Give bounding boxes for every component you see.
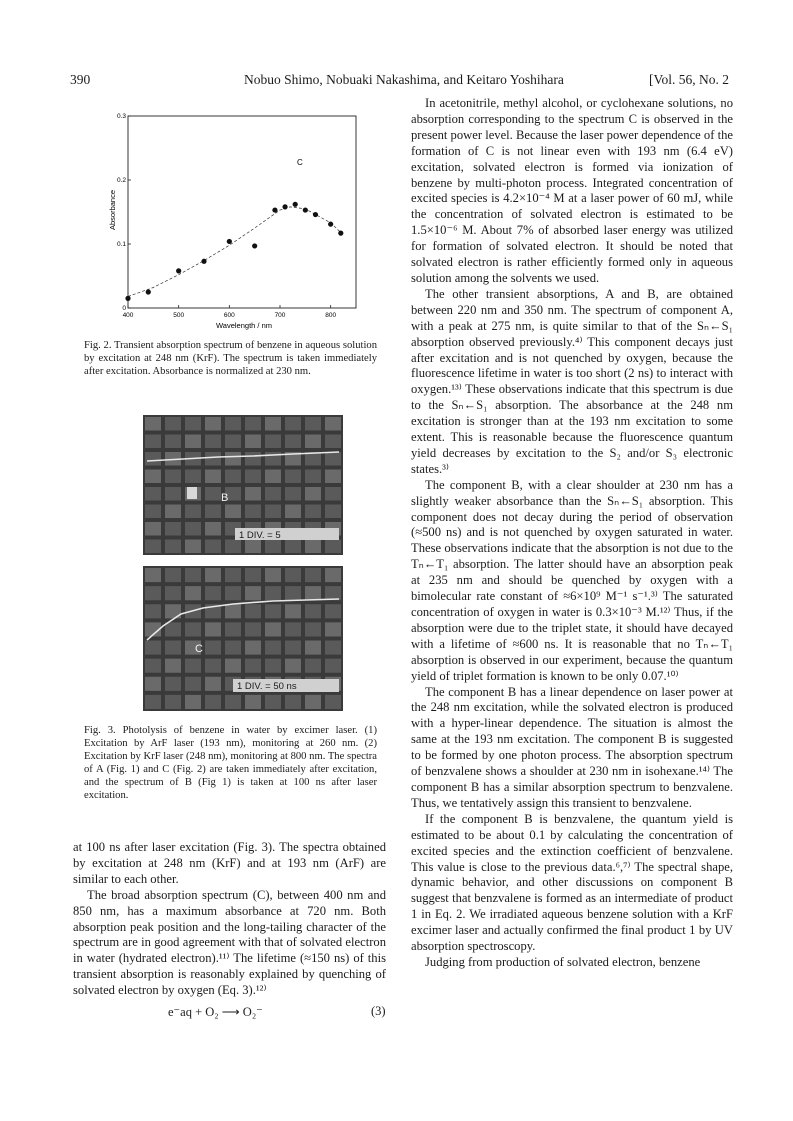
oscilloscope-grid-cell [185, 659, 201, 673]
oscilloscope-grid-cell [265, 568, 281, 582]
left-column-text [73, 840, 386, 999]
oscilloscope-grid-cell [265, 417, 281, 431]
oscilloscope-grid-cell [285, 604, 301, 618]
oscilloscope-grid-cell [245, 487, 261, 501]
fig2-data-point [272, 207, 277, 212]
oscilloscope-grid-cell [285, 470, 301, 484]
oscilloscope-grid-cell [245, 452, 261, 466]
oscilloscope-grid-cell [205, 540, 221, 554]
oscilloscope-grid-cell [325, 452, 341, 466]
oscilloscope-grid-cell [145, 522, 161, 536]
fig2-data-point [125, 296, 130, 301]
oscilloscope-grid-cell [265, 435, 281, 449]
oscilloscope-grid-cell [185, 470, 201, 484]
oscilloscope-grid-cell [145, 435, 161, 449]
oscilloscope-grid-cell [205, 586, 221, 600]
fig2-data-point [313, 212, 318, 217]
oscilloscope-grid-cell [305, 622, 321, 636]
fig2-x-tick-label: 700 [274, 312, 286, 319]
oscilloscope-grid-cell [265, 695, 281, 709]
oscilloscope-grid-cell [185, 568, 201, 582]
oscilloscope-grid-cell [165, 487, 181, 501]
oscilloscope-grid-cell [325, 695, 341, 709]
fig2-data-point [146, 289, 151, 294]
oscilloscope-grid-cell [245, 622, 261, 636]
oscilloscope-grid-cell [245, 641, 261, 655]
oscilloscope-grid-cell [265, 540, 281, 554]
fig2-y-tick-label: 0.3 [116, 113, 126, 120]
oscilloscope-grid-cell [145, 586, 161, 600]
fig2-fit-curve [128, 207, 341, 297]
fig2-data-point [293, 202, 298, 207]
oscilloscope-grid-cell [165, 522, 181, 536]
oscilloscope-grid-cell [305, 505, 321, 519]
oscilloscope-grid-cell [225, 568, 241, 582]
oscilloscope-grid-cell [185, 417, 201, 431]
oscilloscope-grid-cell [185, 435, 201, 449]
oscilloscope-grid-cell [325, 505, 341, 519]
oscilloscope-grid-cell [145, 540, 161, 554]
oscilloscope-grid-cell [145, 604, 161, 618]
oscilloscope-grid-cell [325, 659, 341, 673]
oscilloscope-grid-cell [305, 540, 321, 554]
fig2-data-point [252, 243, 257, 248]
oscilloscope-grid-cell [305, 586, 321, 600]
oscilloscope-grid-cell [145, 568, 161, 582]
fig3-panel2-scale: 1 DIV. = 50 ns [237, 681, 297, 692]
right-column-text [411, 96, 733, 971]
oscilloscope-grid-cell [285, 487, 301, 501]
oscilloscope-grid-cell [285, 641, 301, 655]
oscilloscope-grid-cell [225, 452, 241, 466]
oscilloscope-grid-cell [185, 695, 201, 709]
oscilloscope-grid-cell [205, 695, 221, 709]
oscilloscope-grid-cell [305, 641, 321, 655]
page-number: 390 [70, 72, 91, 87]
oscilloscope-grid-cell [245, 586, 261, 600]
oscilloscope-grid-cell [205, 487, 221, 501]
oscilloscope-grid-cell [225, 470, 241, 484]
fig2-plot-frame [128, 116, 356, 308]
oscilloscope-grid-cell [325, 470, 341, 484]
oscilloscope-grid-cell [325, 540, 341, 554]
oscilloscope-grid-cell [185, 505, 201, 519]
oscilloscope-grid-cell [325, 568, 341, 582]
right-paragraph-1: In acetonitrile, methyl alcohol, or cyclohexane solutions, no absorption corresponding to the spectrum C is observed in the present power level. Because the laser power dependence of the formation of C is not linear even with 193 nm (6.4 eV) excitation, solvated electron is formed via ionization of benzene by multi-photon process. Integrated concentration of excited species is 4.2×10⁻⁴ M at a laser power of 60 mJ, while the concentration of solvated electron is estimated to be 1.5×10⁻⁶ M. About 7% of absorbed laser energy was utilized for formation of solvated electron. It should be noted that solvated electron is rather efficiently formed only in aqueous solution among the solvents we used. [411, 96, 733, 285]
oscilloscope-grid-cell [305, 487, 321, 501]
fig2-peak-label: C [297, 158, 303, 167]
oscilloscope-grid-cell [165, 505, 181, 519]
oscilloscope-grid-cell [285, 659, 301, 673]
oscilloscope-grid-cell [225, 695, 241, 709]
oscilloscope-grid-cell [285, 505, 301, 519]
oscilloscope-grid-cell [225, 622, 241, 636]
oscilloscope-grid-cell [145, 659, 161, 673]
oscilloscope-grid-cell [225, 641, 241, 655]
oscilloscope-grid-cell [305, 695, 321, 709]
oscilloscope-grid-cell [325, 641, 341, 655]
fig2-caption: Fig. 2. Transient absorption spectrum of benzene in aqueous solution by excitation at 248 nm (KrF). The spectrum is taken immediately after excitation. Absorbance is normalized at 230 nm. [84, 340, 377, 377]
oscilloscope-grid-cell [165, 470, 181, 484]
oscilloscope-grid-cell [245, 540, 261, 554]
oscilloscope-grid-cell [185, 522, 201, 536]
fig2-y-tick-label: 0 [122, 305, 126, 312]
oscilloscope-grid-cell [285, 622, 301, 636]
oscilloscope-grid-cell [205, 677, 221, 691]
oscilloscope-grid-cell [225, 435, 241, 449]
oscilloscope-grid-cell [245, 417, 261, 431]
fig3-panel2-label: C [195, 643, 203, 655]
fig2-x-tick-label: 400 [122, 312, 134, 319]
oscilloscope-grid-cell [205, 522, 221, 536]
oscilloscope-grid-cell [145, 487, 161, 501]
oscilloscope-grid-cell [245, 505, 261, 519]
oscilloscope-grid-cell [265, 604, 281, 618]
left-paragraph-2: The broad absorption spectrum (C), between 400 nm and 850 nm, has a maximum absorbance at 720 nm. Both absorption peak position and the long-tailing character of the spectrum are in good agreement with that of solvated electron in water (hydrated electron).¹¹⁾ The lifetime (≈150 ns) of this transient absorption is reasonably explained by quenching of solvated electron by oxygen (Eq. 3).¹²⁾ [73, 887, 386, 998]
oscilloscope-grid-cell [305, 659, 321, 673]
oscilloscope-grid-cell [305, 417, 321, 431]
fig2-absorption-chart [108, 110, 370, 330]
oscilloscope-grid-cell [225, 586, 241, 600]
fig2-data-point [282, 204, 287, 209]
oscilloscope-grid-cell [185, 586, 201, 600]
oscilloscope-grid-cell [245, 568, 261, 582]
oscilloscope-grid-cell [325, 435, 341, 449]
oscilloscope-grid-cell [165, 417, 181, 431]
right-paragraph-5: If the component B is benzvalene, the quantum yield is estimated to be about 0.1 by calculating the concentration of excited species and the extinction coefficient of benzvalene. This value is close to the previous data.⁶,⁷⁾ The spectral shape, dynamic behavior, and other discussions on component B suggest that benzvalene is formed as an intermediate of product 1 in Eq. 2. We irradiated aqueous benzene solution with a KrF excimer laser and actually confirmed the final product 1 by UV absorption spectroscopy. [411, 811, 733, 954]
oscilloscope-grid-cell [285, 417, 301, 431]
oscilloscope-grid-cell [285, 695, 301, 709]
oscilloscope-grid-cell [265, 470, 281, 484]
oscilloscope-grid-cell [245, 604, 261, 618]
fig3-panel1-scale: 1 DIV. = 5 [239, 530, 281, 541]
right-paragraph-6: Judging from production of solvated electron, benzene [425, 954, 701, 969]
fig3-caption: Fig. 3. Photolysis of benzene in water by excimer laser. (1) Excitation by ArF laser (193 nm), monitoring at 260 nm. (2) Excitation by KrF laser (248 nm), monitoring at 800 nm. The spectra of A (Fig. 1) and C (Fig. 2) are taken immediately after excitation, and the spectrum of B (Fig 1) is taken at 100 ns after laser excitation. [84, 725, 377, 801]
oscilloscope-grid-cell [205, 622, 221, 636]
oscilloscope-grid-cell [245, 659, 261, 673]
fig3-panel1-label: B [221, 492, 229, 504]
fig2-x-tick-label: 600 [223, 312, 235, 319]
right-paragraph-3: The component B, with a clear shoulder at 230 nm has a slightly weaker absorbance than the Sₙ←S₁ absorption. This component does not decay during the period of observation (≈500 ns) and is not quenched by oxygen saturated in water. These observations indicate that the absorption is not due to the Tₙ←T₁ absorption. The latter should have an absorption peak at 235 nm and should be quenched by oxygen with a bimolecular rate constant of ≈6×10⁹ M⁻¹ s⁻¹.³⁾ The saturated concentration of oxygen in water is 0.3×10⁻³ M.¹²⁾ Thus, if the absorption were due to the triplet state, it should have decayed with a lifetime of ≈600 ns. It is reasonable that no Tₙ←T₁ absorption is observed in our experiment, because the quantum yield of triplet formation is known to be only 0.07.¹⁰⁾ [411, 477, 733, 683]
oscilloscope-grid-cell [325, 586, 341, 600]
oscilloscope-grid-cell [165, 659, 181, 673]
oscilloscope-grid-cell [205, 505, 221, 519]
oscilloscope-grid-cell [145, 695, 161, 709]
oscilloscope-grid-cell [305, 568, 321, 582]
fig2-y-tick-label: 0.1 [116, 241, 126, 248]
oscilloscope-grid-cell [265, 622, 281, 636]
fig2-data-point [328, 222, 333, 227]
oscilloscope-grid-cell [185, 622, 201, 636]
fig2-y-tick-label: 0.2 [116, 177, 126, 184]
fig2-x-axis-label: Wavelength / nm [216, 321, 272, 330]
equation-3-number: (3) [371, 1004, 386, 1018]
fig3-panel1-trace [143, 415, 343, 555]
fig2-data-point [338, 231, 343, 236]
oscilloscope-grid-cell [145, 641, 161, 655]
oscilloscope-grid-cell [225, 540, 241, 554]
fig3-panel2-trace [143, 566, 343, 711]
oscilloscope-grid-cell [145, 677, 161, 691]
oscilloscope-grid-cell [245, 470, 261, 484]
fig2-y-axis-label: Absorbance [108, 189, 117, 231]
oscilloscope-grid-cell [165, 677, 181, 691]
oscilloscope-grid-cell [165, 540, 181, 554]
running-header-volume: [Vol. 56, No. 2 [648, 72, 729, 87]
oscilloscope-grid-cell [205, 470, 221, 484]
oscilloscope-grid-cell [185, 677, 201, 691]
oscilloscope-grid-cell [285, 586, 301, 600]
oscilloscope-grid-cell [165, 695, 181, 709]
oscilloscope-grid-cell [305, 604, 321, 618]
fig2-x-tick-label: 800 [325, 312, 337, 319]
oscilloscope-grid-cell [145, 452, 161, 466]
oscilloscope-grid-cell [225, 604, 241, 618]
oscilloscope-grid-cell [205, 452, 221, 466]
left-paragraph-1: at 100 ns after laser excitation (Fig. 3). The spectra obtained by excitation at 248 nm (KrF) and at 193 nm (ArF) are similar to each other. [73, 840, 386, 886]
oscilloscope-grid-cell [205, 417, 221, 431]
oscilloscope-grid-cell [145, 470, 161, 484]
fig2-data-point [303, 207, 308, 212]
fig2-x-tick-label: 500 [173, 312, 185, 319]
right-paragraph-2: The other transient absorptions, A and B, are obtained between 220 nm and 350 nm. The spectrum of component A, with a peak at 275 nm, is quite similar to that of the Sₙ←S₁ absorption observed previously.⁴⁾ This component decays just after excitation and is not quenched by oxygen, because the fluorescence lifetime in water is too short (2 ns) to interact with oxygen.¹³⁾ These observations indicate that this spectrum is due to the Sₙ←S₁ absorption. The absorbance at the 248 nm excitation is stronger than at the 193 nm excitation to some extent. This is reasonable because the fluorescence quantum yield decreases by excitation to the S₂ and/or S₃ electronic states.³⁾ [411, 286, 733, 476]
oscilloscope-grid-cell [205, 641, 221, 655]
running-header-authors: Nobuo Shimo, Nobuaki Nakashima, and Keitaro Yoshihara [244, 72, 564, 87]
oscilloscope-grid-cell [225, 659, 241, 673]
oscilloscope-grid-cell [305, 470, 321, 484]
oscilloscope-grid-cell [265, 641, 281, 655]
oscilloscope-grid-cell [165, 641, 181, 655]
fig2-data-point [176, 268, 181, 273]
oscilloscope-grid-cell [325, 417, 341, 431]
oscilloscope-grid-cell [165, 435, 181, 449]
oscilloscope-grid-cell [165, 568, 181, 582]
oscilloscope-grid-cell [145, 417, 161, 431]
oscilloscope-grid-cell [205, 659, 221, 673]
oscilloscope-grid-cell [165, 622, 181, 636]
equation-3: e⁻aq + O₂ ⟶ O₂⁻ [168, 1005, 263, 1019]
fig3-photo-panel-1 [143, 415, 343, 555]
oscilloscope-grid-cell [325, 622, 341, 636]
fig2-data-point [201, 259, 206, 264]
oscilloscope-grid-cell [165, 586, 181, 600]
oscilloscope-grid-cell [245, 435, 261, 449]
oscilloscope-grid-cell [305, 435, 321, 449]
oscilloscope-grid-cell [225, 505, 241, 519]
oscilloscope-grid-cell [265, 487, 281, 501]
fig3-photo-panel-2 [143, 566, 343, 711]
oscilloscope-grid-cell [285, 435, 301, 449]
oscilloscope-grid-cell [265, 586, 281, 600]
oscilloscope-grid-cell [245, 695, 261, 709]
oscilloscope-grid-cell [205, 435, 221, 449]
oscilloscope-grid-cell [145, 505, 161, 519]
oscilloscope-grid-cell [285, 540, 301, 554]
oscilloscope-grid-cell [285, 568, 301, 582]
oscilloscope-grid-cell [325, 604, 341, 618]
oscilloscope-grid-cell [265, 659, 281, 673]
fig2-data-point [227, 239, 232, 244]
oscilloscope-grid-cell [225, 417, 241, 431]
oscilloscope-grid-cell [205, 568, 221, 582]
oscilloscope-grid-cell [265, 505, 281, 519]
right-paragraph-4: The component B has a linear dependence on laser power at the 248 nm excitation, while the solvated electron is produced with a hyper-linear dependence. The situation is almost the same at the 193 nm excitation. The component B is suggested to be formed by one photon process. The absorption spectrum of benzvalene shows a shoulder at 230 nm in isohexane.¹⁴⁾ The component B has a similar absorption spectrum to benzvalene. Thus, we tentatively assign this transient to benzvalene. [411, 684, 733, 810]
oscilloscope-grid-cell [185, 540, 201, 554]
oscilloscope-grid-cell [325, 487, 341, 501]
